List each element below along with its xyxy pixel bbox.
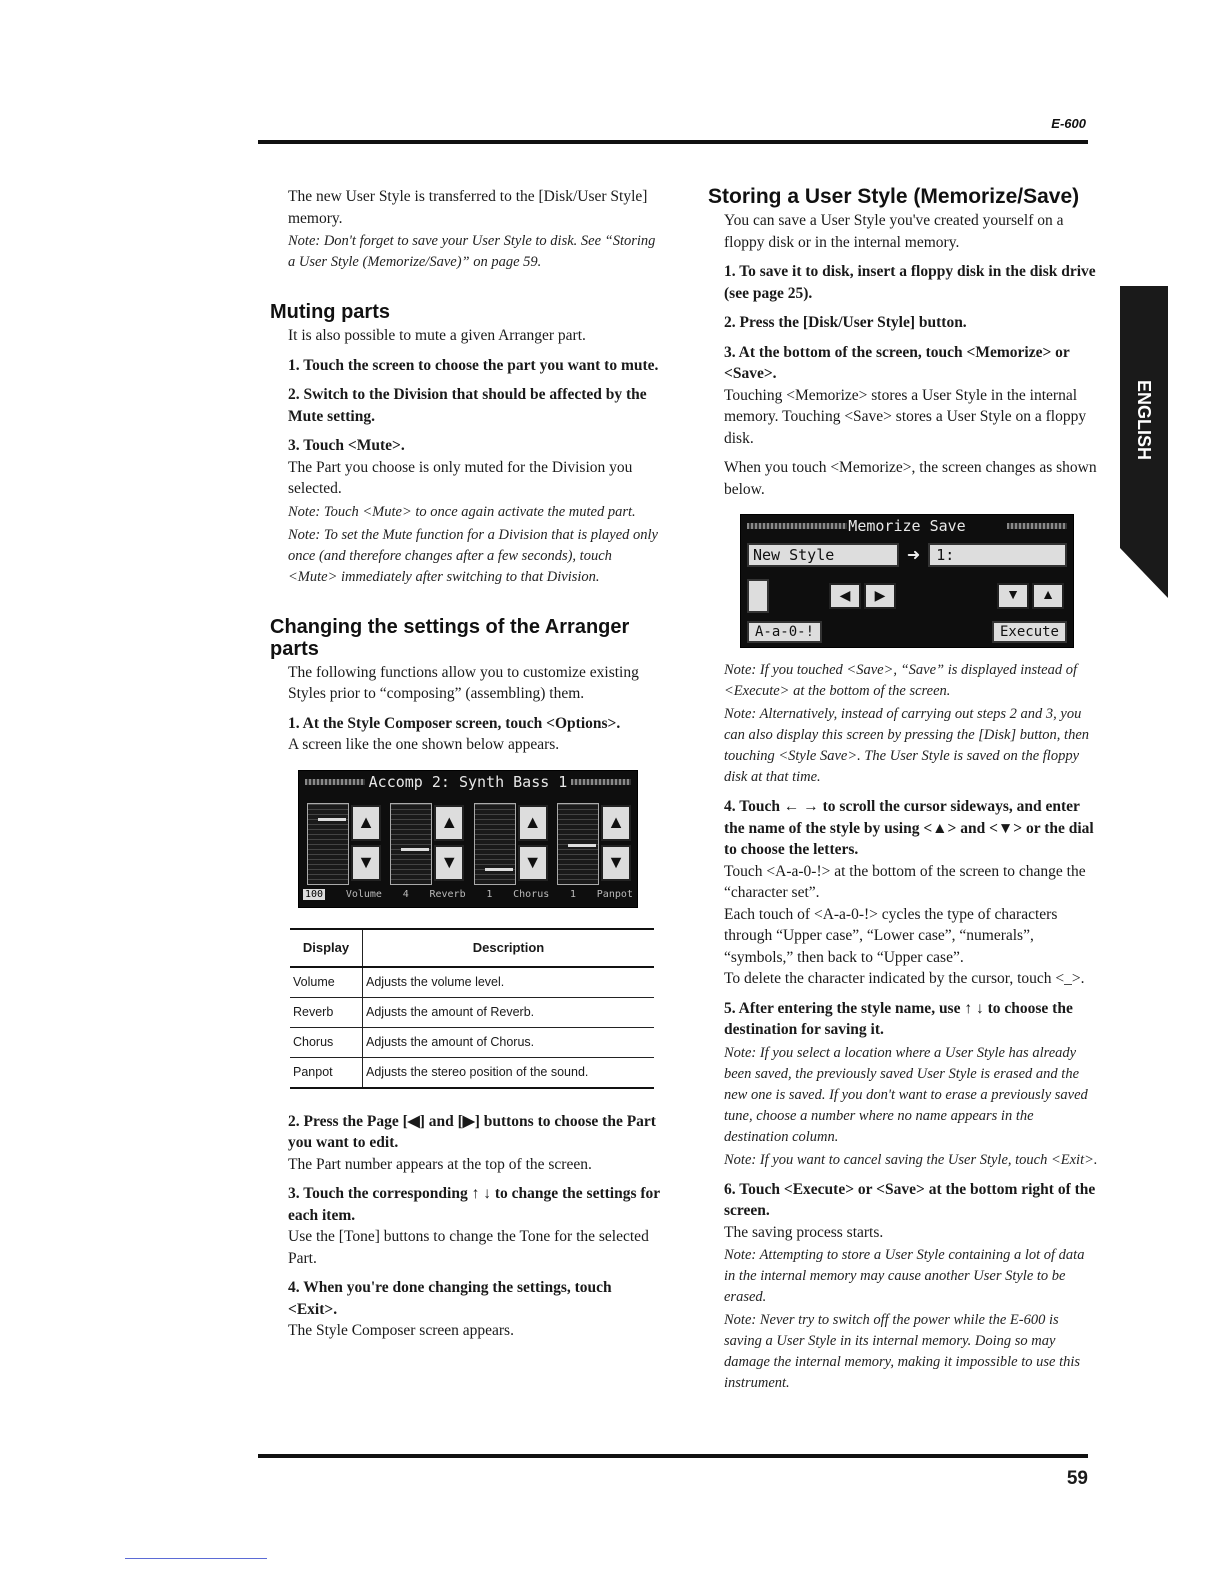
control-row: [747, 579, 1067, 613]
changing-step-3-body: Use the [Tone] buttons to change the Tone for the selected Part.: [288, 1228, 649, 1267]
arrow-down-icon: ▼: [523, 852, 542, 872]
right-column: [708, 186, 1098, 1394]
reverb-slider[interactable]: [390, 803, 432, 885]
arrow-up-icon: ▲: [607, 812, 625, 832]
english-side-tab: [1120, 286, 1168, 598]
charset-button[interactable]: [747, 621, 822, 643]
changing-step-2: 2. Press the Page [◀] and [▶] buttons to choose the Part you want to edit.: [288, 1112, 656, 1151]
table-cell-description: Adjusts the stereo position of the sound.: [363, 1057, 655, 1088]
delete-char-button[interactable]: [747, 579, 769, 613]
table-cell-display: Volume: [290, 967, 363, 998]
arrow-down-icon: ▼: [1006, 588, 1020, 603]
storing-step-3: 3. At the bottom of the screen, touch <Memorize> or <Save>.: [724, 343, 1070, 382]
table-cell-display: Reverb: [290, 997, 363, 1027]
lcd-title-bar: [741, 515, 1073, 537]
lcd-title-text: Memorize Save: [848, 517, 966, 535]
storing-step-2: 2. Press the [Disk/User Style] button.: [724, 314, 967, 331]
bottom-button-row: [747, 621, 1067, 643]
lcd-label: Panpot: [596, 889, 633, 900]
volume-slider-group: [303, 801, 383, 885]
lcd-label: Volume: [345, 889, 382, 900]
changing-step-2-body: The Part number appears at the top of the screen.: [288, 1155, 592, 1173]
muting-step-2: 2. Switch to the Division that should be affected by the Mute setting.: [288, 386, 647, 425]
panpot-slider-group: [553, 801, 633, 885]
lcd-label: Reverb: [429, 889, 466, 900]
execute-button[interactable]: [992, 621, 1067, 643]
storing-step-4-body-2: Each touch of <A-a-0-!> cycles the type of characters through “Upper case”, “Lower case”, “numerals”, “symbols,” then back to “Upper case”.: [724, 905, 1058, 966]
arrow-up-icon: ▲: [1041, 588, 1055, 603]
storing-step-3-body: Touching <Memorize> stores a User Style in the internal memory. Touching <Save> stores a User Style on a floppy disk.: [724, 386, 1087, 447]
changing-step-1-body: A screen like the one shown below appears.: [288, 736, 560, 753]
char-up-button[interactable]: [1032, 583, 1064, 609]
lcd-label: 4: [402, 889, 409, 900]
bottom-rule: [258, 1454, 1088, 1458]
storing-step-3-body-2: When you touch <Memorize>, the screen changes as shown below.: [724, 459, 1097, 498]
storing-note-4: Note: If you want to cancel saving the User Style, touch <Exit>.: [724, 1151, 1098, 1168]
left-column: [270, 186, 660, 1342]
table-cell-display: Chorus: [290, 1027, 363, 1057]
cursor-right-button[interactable]: [864, 583, 896, 609]
lcd-label: 1: [570, 889, 577, 900]
char-down-button[interactable]: [997, 583, 1029, 609]
table-row: [290, 1027, 654, 1057]
panpot-slider[interactable]: [557, 803, 599, 885]
lcd-label: 1: [486, 889, 493, 900]
arrow-left-icon: ◀: [839, 588, 851, 604]
table-header-description: Description: [363, 929, 655, 967]
lcd-label: Chorus: [513, 889, 550, 900]
storing-lead: You can save a User Style you've created yourself on a floppy disk or in the internal memory.: [724, 212, 1064, 251]
volume-down-button[interactable]: [351, 845, 381, 881]
lcd-title-bar: [299, 771, 637, 793]
style-name-field[interactable]: [747, 543, 899, 567]
cursor-left-button[interactable]: [829, 583, 861, 609]
table-cell-description: Adjusts the volume level.: [363, 967, 655, 998]
storing-step-6-body: The saving process starts.: [724, 1223, 884, 1241]
arrow-up-icon: ▲: [357, 812, 375, 832]
top-rule: [258, 140, 1088, 144]
arrow-down-icon: ▼: [607, 852, 625, 872]
changing-step-1: 1. At the Style Composer screen, touch <Options>.: [288, 714, 621, 732]
table-row: [290, 997, 654, 1027]
panpot-down-button[interactable]: [601, 845, 631, 881]
reverb-slider-group: [386, 801, 466, 885]
heading-muting-parts: Muting parts: [270, 301, 390, 323]
storing-note-1: Note: If you touched <Save>, “Save” is displayed instead of <Execute> at the bottom of the screen.: [724, 662, 1078, 699]
chorus-slider-group: [470, 801, 550, 885]
storing-step-4-body-3: To delete the character indicated by the cursor, touch <_>.: [724, 970, 1085, 987]
volume-up-button[interactable]: [351, 805, 381, 841]
arrow-up-icon: ▲: [523, 812, 542, 832]
panpot-up-button[interactable]: [601, 805, 631, 841]
lcd-parameter-labels: [303, 887, 633, 903]
table-cell-display: Panpot: [290, 1057, 363, 1088]
changing-lead: The following functions allow you to customize existing Styles prior to “composing” (assembling) them.: [288, 663, 639, 702]
style-name-text: New Style: [753, 546, 835, 564]
volume-slider[interactable]: [307, 803, 349, 885]
reverb-up-button[interactable]: [434, 805, 464, 841]
changing-step-4-body: The Style Composer screen appears.: [288, 1322, 514, 1339]
side-tab-label: ENGLISH: [1134, 380, 1154, 461]
storing-note-5: Note: Attempting to store a User Style containing a lot of data in the internal memory may cause another User Style to be erased.: [724, 1247, 1085, 1305]
lcd-title-text: Accomp 2: Synth Bass 1: [368, 772, 568, 791]
table-cell-description: Adjusts the amount of Reverb.: [363, 997, 655, 1027]
storing-steps: [724, 261, 1098, 1394]
chorus-slider[interactable]: [474, 803, 516, 885]
intro-text: The new User Style is transferred to the [Disk/User Style] memory.: [288, 188, 648, 227]
heading-changing-settings: Changing the settings of the Arranger parts: [270, 615, 630, 660]
storing-step-5: 5. After entering the style name, use ↑ ↓ to choose the destination for saving it.: [724, 999, 1073, 1038]
table-header-display: Display: [290, 929, 363, 967]
arrow-down-icon: ▼: [357, 852, 375, 872]
chorus-down-button[interactable]: [518, 845, 548, 881]
reverb-down-button[interactable]: [434, 845, 464, 881]
storing-note-2: Note: Alternatively, instead of carrying out steps 2 and 3, you can also display this screen by pressing the [Disk] button, then touching <Style Save>. The User Style is saved on the floppy disk at that time.: [724, 706, 1090, 785]
value-badge: 100: [305, 889, 324, 900]
arrow-up-icon: ▲: [440, 812, 459, 832]
muting-note-1: Note: Touch <Mute> to once again activate the muted part.: [288, 503, 636, 520]
changing-step-4: 4. When you're done changing the settings, touch <Exit>.: [288, 1279, 612, 1318]
table-row: [290, 1057, 654, 1088]
storing-step-1: 1. To save it to disk, insert a floppy disk in the disk drive (see page 25).: [724, 263, 1096, 302]
muting-note-2: Note: To set the Mute function for a Division that is played only once (and therefore changes after a few seconds), touch <Mute> immediately after switching to that Division.: [288, 526, 658, 585]
storing-step-4-body-1: Touch <A-a-0-!> at the bottom of the screen to change the “character set”.: [724, 862, 1086, 901]
muting-step-1: 1. Touch the screen to choose the part you want to mute.: [288, 356, 659, 374]
page-number: 59: [1066, 1468, 1088, 1489]
storing-note-3: Note: If you select a location where a User Style has already been saved, the previously saved User Style is erased and the new one is saved. If you don't want to erase a previously saved tune, choose a number where no name appears in the destination column.: [724, 1044, 1088, 1145]
table-header-row: [290, 929, 654, 967]
arrow-right-icon: ➜: [906, 547, 921, 564]
arrow-right-icon: ▶: [874, 588, 886, 604]
slider-row: [303, 801, 633, 885]
name-field-row: [747, 543, 1067, 567]
destination-field[interactable]: [928, 543, 1067, 567]
table-row: [290, 967, 654, 998]
charset-text: A-a-0-!: [755, 624, 815, 640]
memorize-save-screen: [740, 514, 1074, 648]
muting-step-3: 3. Touch <Mute>.: [288, 437, 405, 454]
table-cell-description: Adjusts the amount of Chorus.: [363, 1027, 655, 1057]
destination-text: 1:: [936, 546, 955, 564]
intro-note: Note: Don't forget to save your User Style to disk. See “Storing a User Style (Memorize/Save)” on page 59.: [288, 233, 656, 270]
bottom-link-line: [125, 1558, 267, 1559]
accomp-options-screen: [298, 770, 638, 908]
arrow-down-icon: ▼: [440, 852, 459, 872]
heading-storing-user-style: Storing a User Style (Memorize/Save): [708, 185, 1080, 208]
storing-note-6: Note: Never try to switch off the power while the E-600 is saving a User Style in its internal memory. Doing so may damage the internal memory, making it impossible to use this instrument.: [724, 1312, 1081, 1391]
muting-step-3-body: The Part you choose is only muted for the Division you selected.: [288, 458, 633, 497]
execute-text: Execute: [999, 624, 1059, 640]
muting-lead: It is also possible to mute a given Arranger part.: [288, 327, 586, 344]
storing-step-4: 4. Touch ← → to scroll the cursor sideways, and enter the name of the style by using <▲> and <▼> or the dial to choose the letters.: [724, 798, 1094, 858]
chorus-up-button[interactable]: [518, 805, 548, 841]
settings-table: [290, 928, 654, 1089]
changing-step-3: 3. Touch the corresponding ↑ ↓ to change the settings for each item.: [288, 1185, 660, 1224]
model-label: E-600: [1051, 116, 1086, 131]
storing-step-6: 6. Touch <Execute> or <Save> at the bottom right of the screen.: [724, 1180, 1096, 1219]
